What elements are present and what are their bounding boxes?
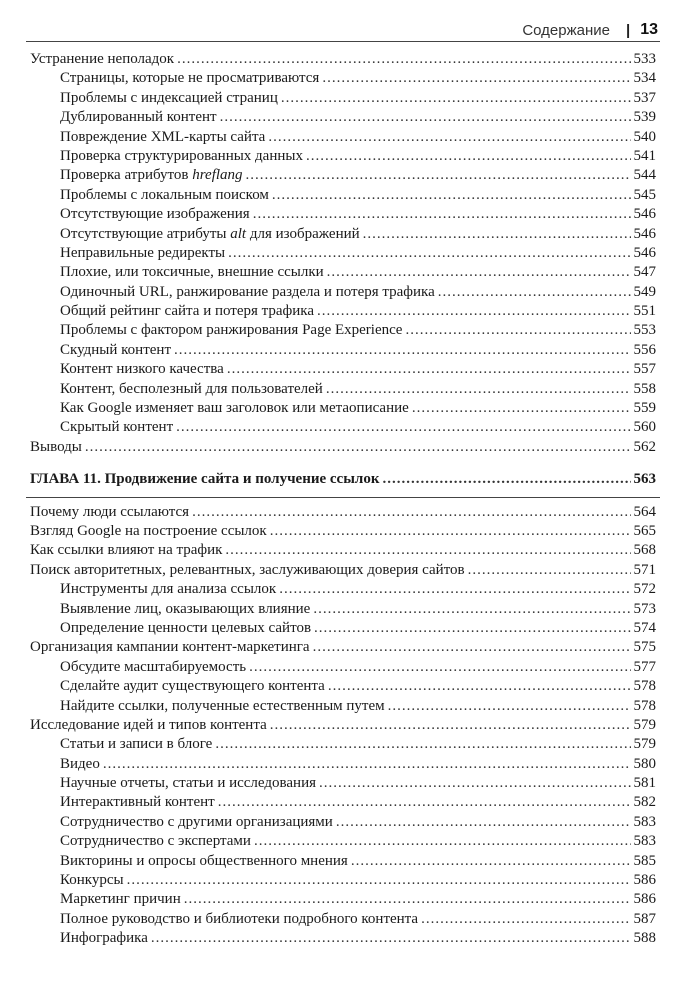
toc-entry-title: Плохие, или токсичные, внешние ссылки	[60, 264, 324, 281]
toc-entry-title: Дублированный контент	[60, 109, 217, 126]
toc-entry[interactable]	[30, 438, 656, 457]
toc-entry-page: 577	[633, 658, 656, 675]
dot-leader	[151, 929, 631, 948]
toc-entry[interactable]	[30, 697, 656, 716]
toc-entry-title: Скудный контент	[60, 341, 171, 358]
toc-entry[interactable]	[30, 910, 656, 929]
toc-entry-page: 546	[633, 206, 656, 223]
toc-entry[interactable]	[30, 522, 656, 541]
dot-leader	[319, 774, 630, 793]
toc-entry[interactable]	[30, 774, 656, 793]
toc-entry-title: Обсудите масштабируемость	[60, 658, 247, 675]
toc-entry[interactable]	[30, 147, 656, 166]
dot-leader	[270, 716, 631, 735]
dot-leader	[326, 380, 631, 399]
toc-entry[interactable]	[30, 50, 656, 69]
dot-leader	[218, 793, 631, 812]
toc-entry[interactable]	[30, 580, 656, 599]
toc-entry-page: 581	[633, 775, 656, 792]
dot-leader	[103, 755, 631, 774]
toc-entry-page: 533	[633, 51, 656, 67]
dot-leader	[336, 813, 631, 832]
toc-entry-title: Определение ценности целевых сайтов	[60, 619, 312, 636]
dot-leader	[405, 321, 630, 340]
toc-entry-page: 546	[633, 225, 656, 242]
header-rule	[26, 41, 660, 42]
toc-entry-page: 586	[633, 872, 656, 889]
dot-leader	[313, 638, 631, 657]
toc-entry-title: Устранение неполадок	[30, 51, 175, 67]
toc-entry-title: Выводы	[30, 438, 82, 455]
toc-entry-page: 580	[633, 755, 656, 772]
toc-entry[interactable]	[30, 69, 656, 88]
dot-leader	[306, 147, 631, 166]
toc-entry-page: 547	[633, 264, 656, 281]
toc-entry-page: 551	[633, 303, 656, 320]
toc-entry[interactable]	[30, 283, 656, 302]
dot-leader	[328, 677, 631, 696]
toc-entry-page: 579	[633, 736, 656, 753]
toc-entry-title: Скрытый контент	[60, 419, 174, 436]
toc-entry-page: 579	[633, 716, 656, 733]
toc-entry[interactable]	[30, 619, 656, 638]
toc-entry[interactable]	[30, 600, 656, 619]
toc-entry[interactable]	[30, 638, 656, 657]
toc-entry[interactable]	[30, 418, 656, 437]
toc-entry-title: Конкурсы	[60, 872, 124, 889]
dot-leader	[228, 244, 630, 263]
toc-entry-title: Видео	[60, 755, 100, 772]
toc-entry[interactable]	[30, 755, 656, 774]
running-header	[0, 18, 658, 42]
dot-leader	[438, 283, 631, 302]
dot-leader	[270, 522, 631, 541]
toc-entry-title: Как Google изменяет ваш заголовок или метаописание	[60, 400, 409, 417]
dot-leader	[313, 600, 630, 619]
dot-leader	[249, 658, 630, 677]
toc-entry[interactable]	[30, 890, 656, 909]
toc-entry-page: 539	[633, 109, 656, 126]
toc-entry-page: 572	[633, 581, 656, 598]
toc-entry-title: Викторины и опросы общественного мнения	[60, 852, 348, 869]
toc-entry-title: Взгляд Google на построение ссылок	[30, 522, 267, 539]
dot-leader	[363, 225, 631, 244]
toc-entry-page: 582	[633, 794, 656, 811]
toc-entry-page: 549	[633, 283, 656, 300]
toc-entry-page: 564	[633, 503, 656, 520]
toc-entry-title: Полное руководство и библиотеки подробного контента	[60, 910, 419, 927]
dot-leader	[468, 561, 631, 580]
toc-entry[interactable]	[30, 89, 656, 108]
toc-entry-page: 544	[633, 167, 656, 184]
dot-leader	[85, 438, 631, 457]
toc-entry-title: Интерактивный контент	[60, 794, 215, 811]
toc-entry-page: 574	[633, 619, 656, 636]
toc-entry-page: 583	[633, 833, 656, 850]
dot-leader	[177, 50, 630, 69]
dot-leader	[192, 503, 630, 522]
toc-entry-title: Выявление лиц, оказывающих влияние	[60, 600, 311, 617]
dot-leader	[220, 108, 631, 127]
toc-entry-title: Контент, бесполезный для пользователей	[60, 380, 323, 397]
toc-entry-title: Неправильные редиректы	[60, 244, 226, 261]
toc-entry-page: 568	[633, 542, 656, 559]
toc-entry[interactable]	[30, 832, 656, 851]
toc-entry[interactable]	[30, 503, 656, 522]
toc-entry-title: Как ссылки влияют на трафик	[30, 542, 223, 559]
toc-entry-page: 559	[633, 400, 656, 417]
dot-leader	[174, 341, 631, 360]
dot-leader	[227, 360, 631, 379]
dot-leader	[412, 399, 631, 418]
dot-leader	[314, 619, 630, 638]
toc-entry-page: 585	[633, 852, 656, 869]
toc-entry-page: 578	[633, 678, 656, 695]
toc-entry-page: 565	[633, 522, 656, 539]
toc-entry-title: Исследование идей и типов контента	[30, 716, 267, 733]
toc-entry[interactable]	[30, 813, 656, 832]
toc-entry-title: Общий рейтинг сайта и потеря трафика	[60, 303, 315, 320]
toc-entry-page: 583	[633, 813, 656, 830]
dot-leader	[317, 302, 630, 321]
dot-leader	[127, 871, 631, 890]
toc-entry-page: 540	[633, 128, 656, 145]
toc-entry-title: Инструменты для анализа ссылок	[60, 581, 277, 598]
dot-leader	[421, 910, 630, 929]
toc-entry[interactable]	[30, 302, 656, 321]
dot-leader	[225, 541, 630, 560]
chapter-title: ГЛАВА 11. Продвижение сайта и получение ссылок	[30, 471, 380, 488]
dot-leader	[253, 205, 631, 224]
toc-entry-page: 553	[633, 322, 656, 339]
table-of-contents	[30, 50, 656, 949]
toc-entry[interactable]	[30, 677, 656, 696]
dot-leader	[382, 470, 630, 489]
toc-entry-title: Научные отчеты, статьи и исследования	[60, 775, 317, 792]
dot-leader	[268, 128, 630, 147]
toc-entry-title: Инфографика	[60, 930, 148, 947]
toc-entry-title: Сотрудничество с экспертами	[60, 833, 251, 850]
toc-entry-page: 588	[633, 930, 656, 947]
toc-entry-title: Статьи и записи в блоге	[60, 736, 213, 753]
toc-entry-title: Отсутствующие изображения	[60, 206, 250, 223]
page-number: 13	[640, 21, 658, 38]
dot-leader	[272, 186, 631, 205]
toc-entry-page: 545	[633, 186, 656, 203]
toc-entry-title: Проблемы с локальным поиском	[60, 186, 269, 203]
toc-entry[interactable]	[30, 360, 656, 379]
toc-entry-page: 558	[633, 380, 656, 397]
toc-entry[interactable]	[30, 929, 656, 948]
toc-entry-page: 537	[633, 89, 656, 106]
dot-leader	[388, 697, 631, 716]
header-separator: |	[626, 21, 631, 39]
dot-leader	[327, 263, 631, 282]
toc-entry-title: Сотрудничество с другими организациями	[60, 813, 333, 830]
dot-leader	[254, 832, 631, 851]
toc-entry-title: Страницы, которые не просматриваются	[60, 70, 320, 87]
toc-entry[interactable]	[30, 735, 656, 754]
toc-entry-page: 575	[633, 639, 656, 656]
toc-entry[interactable]	[30, 871, 656, 890]
toc-entry-page: 534	[633, 70, 656, 87]
dot-leader	[279, 580, 630, 599]
toc-entry[interactable]	[30, 321, 656, 340]
dot-leader	[184, 890, 631, 909]
dot-leader	[322, 69, 630, 88]
toc-entry-title: Одиночный URL, ранжирование раздела и потеря трафика	[60, 283, 435, 300]
toc-entry[interactable]	[30, 108, 656, 127]
toc-entry-title: Контент низкого качества	[60, 361, 224, 378]
toc-entry[interactable]	[30, 341, 656, 360]
toc-section-troubleshooting	[30, 50, 656, 457]
dot-leader	[281, 89, 631, 108]
toc-entry-page: 546	[633, 244, 656, 261]
toc-entry[interactable]	[30, 166, 656, 185]
toc-entry-title: Поиск авторитетных, релевантных, заслуживающих доверия сайтов	[30, 561, 465, 578]
dot-leader	[351, 852, 631, 871]
toc-entry[interactable]	[30, 399, 656, 418]
section-title: Содержание	[522, 21, 610, 39]
toc-entry-title: Организация кампании контент-маркетинга	[30, 639, 310, 656]
toc-entry-title: Отсутствующие атрибуты alt для изображений	[60, 225, 360, 242]
toc-entry-page: 573	[633, 600, 656, 617]
toc-entry-page: 562	[633, 438, 656, 455]
toc-entry[interactable]	[30, 244, 656, 263]
toc-entry[interactable]	[30, 128, 656, 147]
chapter-page: 563	[633, 471, 656, 488]
toc-entry-title: Проверка атрибутов hreflang	[60, 167, 243, 184]
toc-entry[interactable]	[30, 186, 656, 205]
toc-entry[interactable]	[30, 658, 656, 677]
toc-entry-title: Проблемы с индексацией страниц	[60, 89, 278, 106]
toc-entry-page: 586	[633, 891, 656, 908]
toc-entry[interactable]	[30, 716, 656, 735]
toc-entry-page: 556	[633, 341, 656, 358]
dot-leader	[246, 166, 631, 185]
toc-entry[interactable]	[30, 205, 656, 224]
dot-leader	[215, 735, 630, 754]
toc-entry[interactable]	[30, 263, 656, 282]
toc-entry-title: Почему люди ссылаются	[30, 503, 190, 520]
toc-entry-title: Проблемы с фактором ранжирования Page Experience	[60, 322, 403, 339]
toc-entry[interactable]	[30, 793, 656, 812]
toc-entry[interactable]	[30, 561, 656, 580]
toc-entry-page: 571	[633, 561, 656, 578]
toc-entry[interactable]	[30, 225, 656, 244]
toc-entry-page: 557	[633, 361, 656, 378]
toc-entry[interactable]	[30, 380, 656, 399]
toc-entry[interactable]	[30, 852, 656, 871]
chapter-rule	[26, 497, 660, 498]
toc-entry-title: Повреждение XML-карты сайта	[60, 128, 266, 145]
toc-entry-page: 560	[633, 419, 656, 436]
toc-section-chapter-11	[30, 503, 656, 949]
toc-entry[interactable]	[30, 541, 656, 560]
toc-entry-title: Найдите ссылки, полученные естественным путем	[60, 697, 385, 714]
toc-entry-page: 587	[633, 910, 656, 927]
dot-leader	[176, 418, 630, 437]
toc-entry-page: 541	[633, 147, 656, 164]
toc-entry-page: 578	[633, 697, 656, 714]
chapter-heading[interactable]	[30, 470, 656, 489]
toc-entry-title: Проверка структурированных данных	[60, 147, 303, 164]
toc-entry-title: Сделайте аудит существующего контента	[60, 678, 325, 695]
toc-entry-title: Маркетинг причин	[60, 891, 181, 908]
